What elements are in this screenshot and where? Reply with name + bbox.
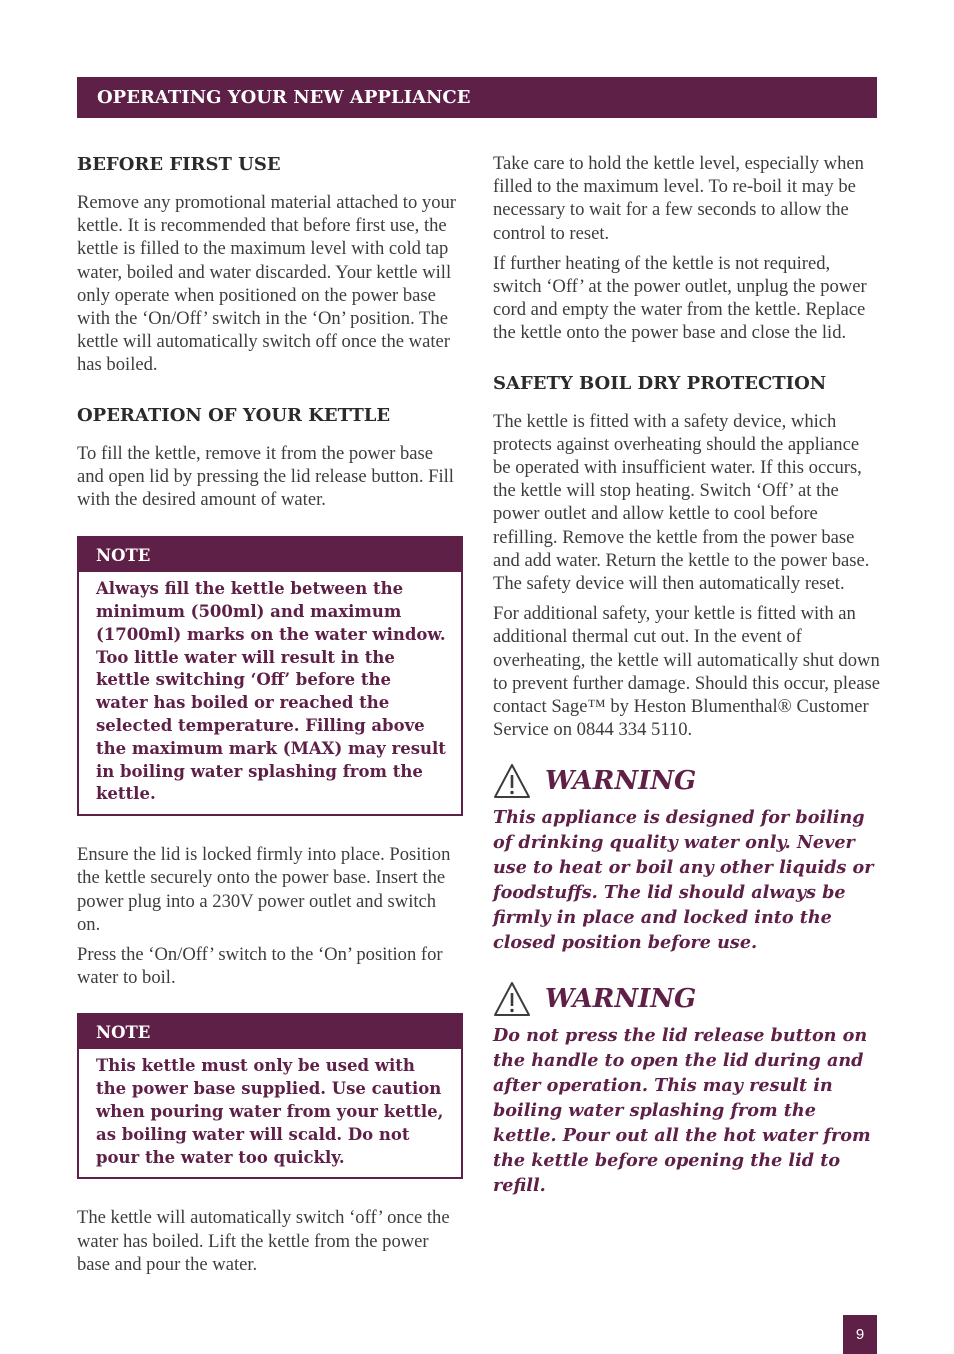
press-switch-paragraph: Press the ‘On/Off’ switch to the ‘On’ position for water to boil. [77, 944, 443, 989]
note-box [77, 536, 463, 816]
warning-triangle-icon [493, 763, 531, 799]
before-first-use-heading: BEFORE FIRST USE [77, 154, 281, 175]
note-label: NOTE [79, 538, 461, 572]
warning-title [493, 979, 881, 1019]
page-number: 9 [843, 1315, 877, 1354]
warning-triangle-icon [493, 981, 531, 1017]
warning-text: This appliance is designed for boiling of drinking quality water only. Never use to heat or boil any other liquids or foodstuffs. The lid should always be firmly in place and locked into the closed position before use. [493, 807, 874, 954]
safety-text: The kettle is fitted with a safety device, which protects against overheating should the appliance be operated with insufficient water. If this occurs, the kettle will stop heating. Switch ‘Off’ at the power outlet and allow kettle to cool before refilling. Remove the kettle from the power base and add water. Return the kettle to the power base. The safety device will then automatically reset. [493, 410, 870, 595]
hold-level-paragraph: Take care to hold the kettle level, especially when filled to the maximum level. To re-boil it may be necessary to wait for a few seconds to allow the control to reset. [493, 153, 864, 244]
safety-heading: SAFETY BOIL DRY PROTECTION [493, 372, 827, 394]
warning-title-text: WARNING [545, 984, 697, 1015]
warning-text: Do not press the lid release button on the handle to open the lid during and after operation. This may result in boiling water splashing from the kettle. Pour out all the hot water from the kettle before opening the lid to refill. [493, 1025, 871, 1197]
before-first-use-text: Remove any promotional material attached to your kettle. It is recommended that before first use, the kettle is filled to the maximum level with cold tap water, boiled and water discarded. Your kettle will only operate when positioned on the power base with the ‘On/Off’ switch in the ‘On’ position. The kettle will automatically switch off once the water has boiled. [77, 192, 456, 376]
thermal-cutout-text: For additional safety, your kettle is fitted with an additional thermal cut out. In the event of overheating, the kettle will automatically shut down to prevent further damage. Should this occur, please contact Sage™ by Heston Blumenthal® Customer Service on 0844 334 5110. [493, 603, 881, 741]
auto-switch-paragraph: The kettle will automatically switch ‘off’ once the water has boiled. Lift the kettle from the power base and pour the water. [77, 1207, 450, 1275]
note-text: Always fill the kettle between the minimum (500ml) and maximum (1700ml) marks on the water window. Too little water will result in the kettle switching ‘Off’ before the water has boiled or reached the selected temperature. Filling above the maximum mark (MAX) may result in boiling water splashing from the kettle. [96, 579, 446, 804]
further-heating-paragraph: If further heating of the kettle is not required, switch ‘Off’ at the power outlet, unplug the power cord and empty the water from the kettle. Replace the kettle onto the power base and close the lid. [493, 252, 867, 344]
section-header: OPERATING YOUR NEW APPLIANCE [77, 77, 877, 118]
warning-title [493, 761, 881, 801]
warning-title-text: WARNING [545, 766, 697, 797]
warning-block [493, 979, 881, 1198]
warning-block [493, 761, 881, 955]
note-text: This kettle must only be used with the power base supplied. Use caution when pouring water from your kettle, as boiling water will scald. Do not pour the water too quickly. [96, 1056, 444, 1167]
note-label: NOTE [79, 1015, 461, 1049]
operation-heading: OPERATION OF YOUR KETTLE [77, 404, 391, 426]
right-column [493, 152, 881, 1198]
lid-paragraph: Ensure the lid is locked firmly into place. Position the kettle securely onto the power base. Insert the power plug into a 230V power outlet and switch on. [77, 844, 451, 935]
note-box [77, 1013, 463, 1179]
left-column [77, 152, 463, 1283]
operation-text: To fill the kettle, remove it from the power base and open lid by pressing the lid release button. Fill with the desired amount of water. [77, 442, 454, 511]
